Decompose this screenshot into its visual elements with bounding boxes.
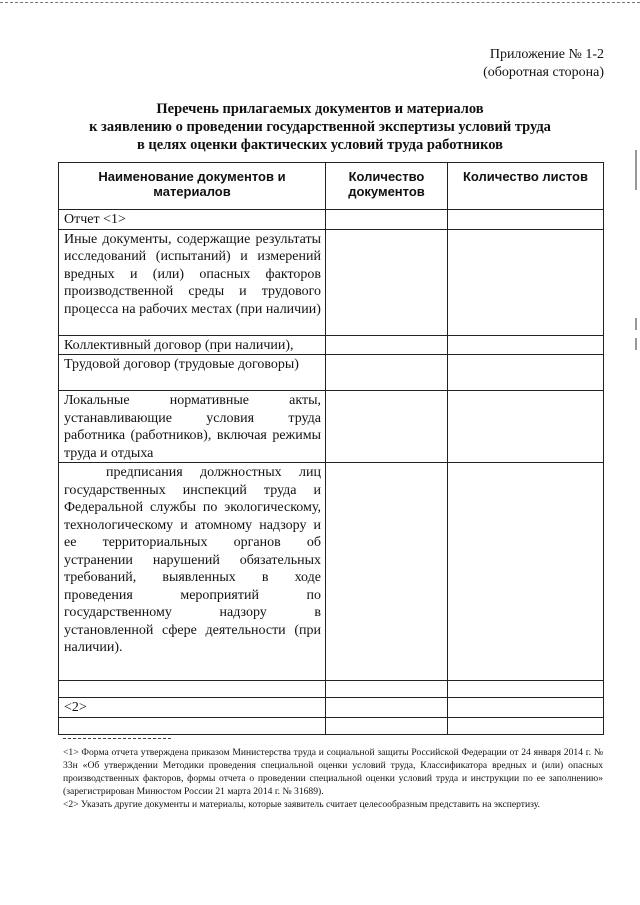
appendix-side: (оборотная сторона) — [483, 65, 604, 80]
row-sheet-count-cell — [448, 463, 604, 681]
table-row — [59, 681, 604, 698]
table-header-row — [59, 163, 604, 210]
footnote-1: <1> Форма отчета утверждена приказом Министерства труда и социальной защиты Российской Федерации от 24 января 2014 г. № 33н «Об утверждении Методики проведения специальной оценки условий труда, Классификатора вредных и (или) опасных производственных факторов, формы отчета о проведении специальной оценки условий труда и инструкции по ее заполнению» (зарегистрирован Минюстом России 21 марта 2014 г. № 31689). — [63, 747, 603, 797]
row-doc-count-cell — [326, 681, 448, 698]
document-title — [40, 100, 600, 154]
table-row — [59, 335, 604, 355]
row-sheet-count-cell — [448, 355, 604, 391]
footnotes — [63, 746, 603, 811]
row-name-cell: Коллективный договор (при наличии), — [59, 335, 326, 355]
row-sheet-count-cell — [448, 717, 604, 734]
scan-edge-mark — [635, 150, 637, 190]
table-row — [59, 210, 604, 230]
appendix-label — [483, 46, 604, 82]
title-line-1: Перечень прилагаемых документов и материалов — [156, 101, 484, 117]
row-sheet-count-cell — [448, 391, 604, 463]
row-doc-count-cell — [326, 698, 448, 718]
row-doc-count-cell — [326, 391, 448, 463]
table-row — [59, 698, 604, 718]
scan-top-edge — [0, 2, 640, 3]
row-doc-count-cell — [326, 210, 448, 230]
row-sheet-count-cell — [448, 681, 604, 698]
row-doc-count-cell — [326, 229, 448, 335]
appendix-number: Приложение № 1-2 — [489, 47, 604, 62]
title-line-2: к заявлению о проведении государственной экспертизы условий труда — [89, 119, 551, 135]
row-sheet-count-cell — [448, 335, 604, 355]
row-sheet-count-cell — [448, 229, 604, 335]
row-doc-count-cell — [326, 355, 448, 391]
row-name-cell — [59, 717, 326, 734]
row-name-cell: Иные документы, содержащие результаты исследований (испытаний) и измерений вредных и (или) опасных факторов производственной среды и трудового процесса на рабочих местах (при наличии) — [59, 229, 326, 335]
row-name-cell: Локальные нормативные акты, устанавливающие условия труда работника (работников), включая режимы труда и отдыха — [59, 391, 326, 463]
row-name-cell: Отчет <1> — [59, 210, 326, 230]
scan-edge-mark — [635, 318, 637, 330]
header-sheet-count: Количество листов — [448, 163, 604, 210]
row-name-cell: предписания должностных лиц государственных инспекций труда и Федеральной службы по экологическому, технологическому и атомному надзору и ее территориальных органов об устранении нарушений обязательных требований, выявленных в ходе проведения мероприятий по государственному надзору в установленной сфере деятельности (при наличии). — [59, 463, 326, 681]
footnote-separator — [63, 738, 171, 739]
row-name-cell: Трудовой договор (трудовые договоры) — [59, 355, 326, 391]
header-document-name: Наименование документов и материалов — [59, 163, 326, 210]
row-doc-count-cell — [326, 463, 448, 681]
table-row — [59, 229, 604, 335]
header-document-count: Количество документов — [326, 163, 448, 210]
documents-table — [58, 162, 604, 735]
row-sheet-count-cell — [448, 698, 604, 718]
title-line-3: в целях оценки фактических условий труда работников — [136, 137, 504, 153]
row-name-cell — [59, 681, 326, 698]
table-row — [59, 391, 604, 463]
row-doc-count-cell — [326, 335, 448, 355]
row-sheet-count-cell — [448, 210, 604, 230]
table-row — [59, 355, 604, 391]
row-name-cell: <2> — [59, 698, 326, 718]
footnote-2: <2> Указать другие документы и материалы, которые заявитель считает целесообразным представить на экспертизу. — [63, 799, 540, 810]
scan-edge-mark — [635, 338, 637, 350]
table-row — [59, 463, 604, 681]
table-row — [59, 717, 604, 734]
row-doc-count-cell — [326, 717, 448, 734]
